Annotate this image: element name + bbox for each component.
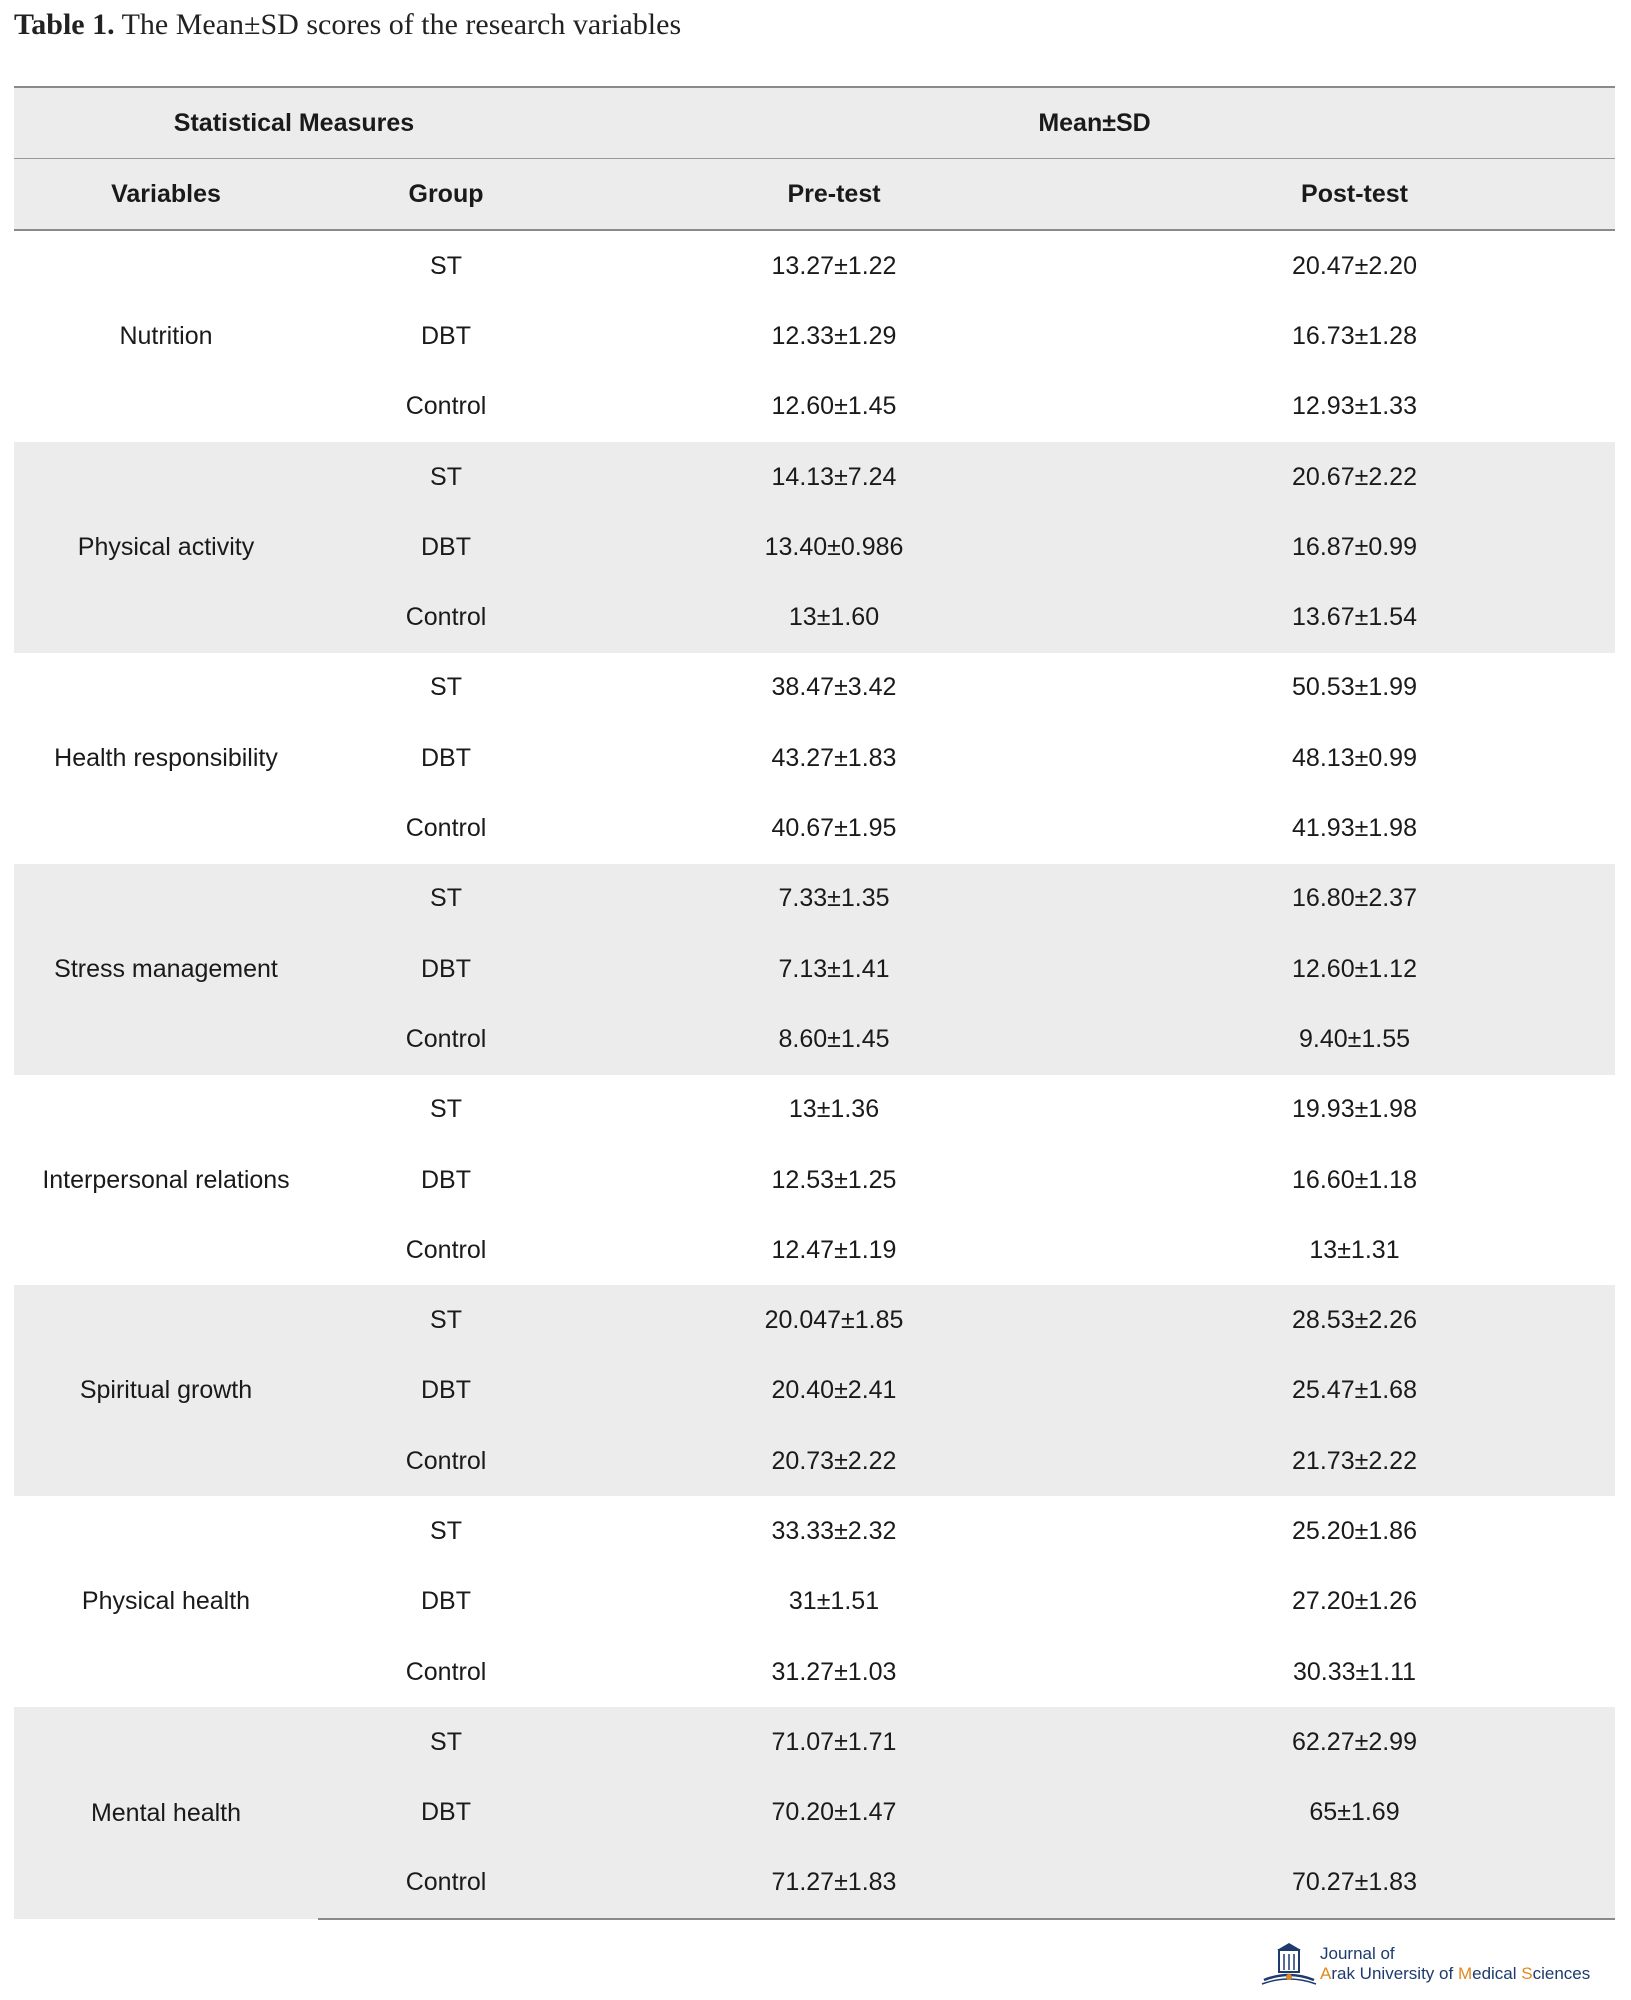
post-test-cell: 13.67±1.54 [1094, 582, 1615, 652]
variable-name-cell: Stress management [14, 864, 318, 1075]
post-test-cell: 41.93±1.98 [1292, 814, 1417, 843]
variable-name-cell: Interpersonal relations [42, 1165, 290, 1194]
pre-test-cell: 7.33±1.35 [574, 864, 1094, 934]
pre-test-cell: 31.27±1.03 [771, 1657, 897, 1686]
table-row [14, 1285, 1615, 1355]
post-test-cell: 27.20±1.26 [1292, 1587, 1417, 1616]
header-variables: Variables [14, 159, 318, 231]
caption-text: The Mean±SD scores of the research variables [121, 8, 682, 41]
pre-test-cell: 20.73±2.22 [574, 1426, 1094, 1496]
pre-test-cell: 12.60±1.45 [771, 392, 897, 421]
group-cell: ST [318, 442, 574, 512]
group-cell: Control [318, 582, 574, 652]
group-cell: Control [405, 1657, 487, 1686]
table-row [14, 653, 1615, 723]
variable-name-cell: Health responsibility [54, 743, 278, 772]
table-body [14, 230, 1615, 1919]
post-test-cell: 9.40±1.55 [1094, 1004, 1615, 1074]
header-post-test: Post-test [1094, 159, 1615, 231]
table-row [14, 1707, 1615, 1777]
post-test-cell: 16.80±2.37 [1094, 864, 1615, 934]
pre-test-cell: 13±1.60 [574, 582, 1094, 652]
pre-test-cell: 12.53±1.25 [771, 1165, 897, 1194]
pre-test-cell: 38.47±3.42 [771, 673, 897, 702]
pre-test-cell: 71.07±1.71 [574, 1707, 1094, 1777]
pre-test-cell: 13±1.36 [788, 1095, 880, 1124]
pre-test-cell: 12.33±1.29 [771, 321, 897, 350]
group-cell: DBT [421, 1587, 471, 1616]
post-test-cell: 20.67±2.22 [1094, 442, 1615, 512]
group-cell: ST [318, 864, 574, 934]
pre-test-cell: 8.60±1.45 [574, 1004, 1094, 1074]
variable-name-cell: Mental health [14, 1707, 318, 1919]
post-test-cell: 50.53±1.99 [1292, 673, 1417, 702]
group-cell: ST [318, 1285, 574, 1355]
post-test-cell: 20.47±2.20 [1292, 251, 1417, 280]
journal-name-line2: Arak University of Medical Sciences [1320, 1964, 1591, 1983]
pre-test-cell: 13.40±0.986 [574, 512, 1094, 582]
group-cell: DBT [421, 743, 471, 772]
group-cell: ST [430, 1516, 462, 1545]
post-test-cell: 70.27±1.83 [1094, 1848, 1615, 1919]
table-row [14, 1496, 1615, 1566]
journal-logo [1258, 1938, 1623, 1990]
pre-test-cell: 40.67±1.95 [771, 814, 897, 843]
group-cell: Control [318, 1004, 574, 1074]
post-test-cell: 13±1.31 [1309, 1235, 1400, 1264]
group-cell: Control [405, 1235, 487, 1264]
post-test-cell: 30.33±1.11 [1292, 1657, 1417, 1686]
table-row [14, 1075, 1615, 1145]
table-header [14, 87, 1615, 230]
post-test-cell: 12.60±1.12 [1094, 934, 1615, 1004]
group-cell: Control [405, 392, 487, 421]
post-test-cell: 62.27±2.99 [1094, 1707, 1615, 1777]
group-cell: Control [405, 814, 487, 843]
group-cell: DBT [318, 1356, 574, 1426]
post-test-cell: 16.87±0.99 [1094, 512, 1615, 582]
table-row [14, 230, 1615, 301]
table-row [14, 442, 1615, 512]
header-statistical-measures: Statistical Measures [14, 87, 574, 159]
group-cell: ST [430, 1095, 462, 1124]
pre-test-cell: 7.13±1.41 [574, 934, 1094, 1004]
mean-sd-table [14, 86, 1615, 1920]
table-row [14, 864, 1615, 934]
group-cell: DBT [421, 1165, 471, 1194]
pre-test-cell: 33.33±2.32 [771, 1516, 897, 1545]
table-caption [14, 8, 681, 42]
post-test-cell: 12.93±1.33 [1292, 392, 1417, 421]
post-test-cell: 48.13±0.99 [1292, 743, 1417, 772]
post-test-cell: 28.53±2.26 [1094, 1285, 1615, 1355]
post-test-cell: 65±1.69 [1094, 1778, 1615, 1848]
variable-name-cell: Physical activity [14, 442, 318, 653]
pre-test-cell: 20.047±1.85 [574, 1285, 1094, 1355]
group-cell: DBT [318, 934, 574, 1004]
journal-emblem-icon [1258, 1940, 1320, 1988]
group-cell: DBT [318, 1778, 574, 1848]
pre-test-cell: 12.47±1.19 [771, 1235, 897, 1264]
journal-name [1320, 1944, 1590, 1984]
group-cell: ST [430, 251, 462, 280]
group-cell: Control [318, 1848, 574, 1919]
group-cell: ST [318, 1707, 574, 1777]
post-test-cell: 21.73±2.22 [1094, 1426, 1615, 1496]
header-mean-sd: Mean±SD [574, 87, 1615, 159]
post-test-cell: 25.47±1.68 [1094, 1356, 1615, 1426]
post-test-cell: 16.73±1.28 [1292, 321, 1417, 350]
pre-test-cell: 20.40±2.41 [574, 1356, 1094, 1426]
pre-test-cell: 43.27±1.83 [771, 743, 897, 772]
journal-name-line1: Journal of [1320, 1944, 1395, 1963]
post-test-cell: 16.60±1.18 [1292, 1165, 1417, 1194]
variable-name-cell: Nutrition [119, 321, 213, 350]
caption-label: Table 1. [14, 8, 115, 41]
header-pre-test: Pre-test [574, 159, 1094, 231]
group-cell: DBT [318, 512, 574, 582]
pre-test-cell: 71.27±1.83 [574, 1848, 1094, 1919]
pre-test-cell: 14.13±7.24 [574, 442, 1094, 512]
header-row-top [14, 87, 1615, 159]
group-cell: DBT [421, 321, 471, 350]
post-test-cell: 25.20±1.86 [1292, 1516, 1417, 1545]
header-row-columns [14, 159, 1615, 231]
variable-name-cell: Physical health [81, 1587, 251, 1616]
group-cell: ST [430, 673, 462, 702]
pre-test-cell: 70.20±1.47 [574, 1778, 1094, 1848]
pre-test-cell: 31±1.51 [788, 1587, 880, 1616]
post-test-cell: 19.93±1.98 [1292, 1095, 1417, 1124]
header-group: Group [318, 159, 574, 231]
group-cell: Control [318, 1426, 574, 1496]
variable-name-cell: Spiritual growth [14, 1285, 318, 1496]
pre-test-cell: 13.27±1.22 [771, 251, 897, 280]
